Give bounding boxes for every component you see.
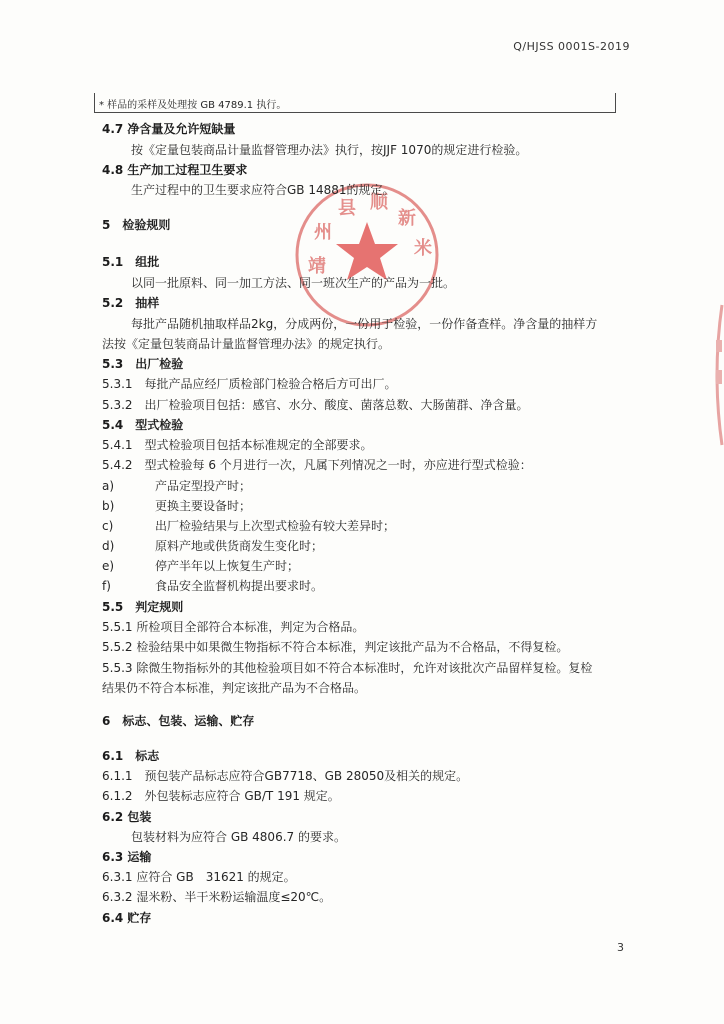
section-6-3-heading: 6.3 运输 bbox=[102, 850, 152, 864]
list-marker: b) bbox=[102, 499, 115, 513]
section-4-8-heading: 4.8 生产加工过程卫生要求 bbox=[102, 163, 248, 177]
paragraph: 生产过程中的卫生要求应符合GB 14881的规定。 bbox=[131, 183, 395, 197]
section-5-3-heading: 5.3 出厂检验 bbox=[102, 357, 184, 371]
paragraph: 每批产品随机抽取样品2kg，分成两份，一份用于检验，一份作备查样。净含量的抽样方 bbox=[131, 317, 598, 331]
clause: 6.3.2 湿米粉、半干米粉运输温度≤20℃。 bbox=[102, 890, 332, 904]
section-6-2-heading: 6.2 包装 bbox=[102, 810, 152, 824]
section-5-5-heading: 5.5 判定规则 bbox=[102, 600, 184, 614]
list-item: 出厂检验结果与上次型式检验有较大差异时； bbox=[155, 519, 396, 533]
list-item: 停产半年以上恢复生产时； bbox=[155, 559, 300, 573]
clause: 6.1.2 外包装标志应符合 GB/T 191 规定。 bbox=[102, 789, 340, 803]
section-6-1-heading: 6.1 标志 bbox=[102, 749, 160, 763]
list-item: 原料产地或供货商发生变化时； bbox=[155, 539, 324, 553]
svg-text:顺: 顺 bbox=[370, 192, 388, 213]
list-marker: d) bbox=[102, 539, 115, 553]
list-item: 食品安全监督机构提出要求时。 bbox=[155, 579, 324, 593]
list-marker: c) bbox=[102, 519, 114, 533]
svg-text:靖: 靖 bbox=[308, 256, 326, 277]
sampling-note: * 样品的采样及处理按 GB 4789.1 执行。 bbox=[99, 100, 287, 111]
paragraph: 按《定量包装商品计量监督管理办法》执行，按JJF 1070的规定进行检验。 bbox=[131, 143, 528, 157]
table-note-box bbox=[94, 93, 616, 113]
clause: 5.3.1 每批产品应经厂质检部门检验合格后方可出厂。 bbox=[102, 377, 397, 391]
list-marker: a) bbox=[102, 479, 115, 493]
svg-text:州: 州 bbox=[314, 222, 332, 243]
clause-continued: 结果仍不符合本标准，判定该批产品为不合格品。 bbox=[102, 681, 367, 695]
clause: 5.5.3 除微生物指标外的其他检验项目如不符合本标准时，允许对该批次产品留样复检。复检 bbox=[102, 661, 593, 675]
section-6-4-heading: 6.4 贮存 bbox=[102, 911, 152, 925]
section-5-1-heading: 5.1 组批 bbox=[102, 255, 160, 269]
clause: 5.3.2 出厂检验项目包括：感官、水分、酸度、菌落总数、大肠菌群、净含量。 bbox=[102, 398, 529, 412]
clause: 6.3.1 应符合 GB 31621 的规定。 bbox=[102, 870, 296, 884]
svg-text:米: 米 bbox=[414, 238, 432, 259]
section-4-7-heading: 4.7 净含量及允许短缺量 bbox=[102, 122, 236, 136]
clause: 5.4.2 型式检验每 6 个月进行一次，凡属下列情况之一时，亦应进行型式检验： bbox=[102, 458, 532, 472]
chapter-6-heading: 6 标志、包装、运输、贮存 bbox=[102, 714, 255, 728]
page-edge-stamp-fragment bbox=[708, 300, 724, 450]
paragraph: 法按《定量包装商品计量监督管理办法》的规定执行。 bbox=[102, 337, 391, 351]
paragraph: 以同一批原料、同一加工方法、同一班次生产的产品为一批。 bbox=[131, 276, 456, 290]
official-seal-stamp bbox=[292, 180, 442, 330]
clause: 5.5.2 检验结果中如果微生物指标不符合本标准，判定该批产品为不合格品，不得复检。 bbox=[102, 640, 569, 654]
clause: 6.1.1 预包装产品标志应符合GB7718、GB 28050及相关的规定。 bbox=[102, 769, 469, 783]
section-5-2-heading: 5.2 抽样 bbox=[102, 296, 160, 310]
svg-text:新: 新 bbox=[398, 208, 416, 229]
list-marker: e) bbox=[102, 559, 115, 573]
list-item: 更换主要设备时； bbox=[155, 499, 252, 513]
clause: 5.4.1 型式检验项目包括本标准规定的全部要求。 bbox=[102, 438, 373, 452]
document-code: Q/HJSS 0001S-2019 bbox=[513, 40, 630, 53]
svg-text:县: 县 bbox=[338, 198, 356, 219]
list-item: 产品定型投产时； bbox=[155, 479, 252, 493]
paragraph: 包装材料为应符合 GB 4806.7 的要求。 bbox=[131, 830, 346, 844]
list-marker: f) bbox=[102, 579, 111, 593]
clause: 5.5.1 所检项目全部符合本标准，判定为合格品。 bbox=[102, 620, 365, 634]
chapter-5-heading: 5 检验规则 bbox=[102, 218, 171, 232]
section-5-4-heading: 5.4 型式检验 bbox=[102, 418, 184, 432]
page-number: 3 bbox=[617, 941, 624, 954]
